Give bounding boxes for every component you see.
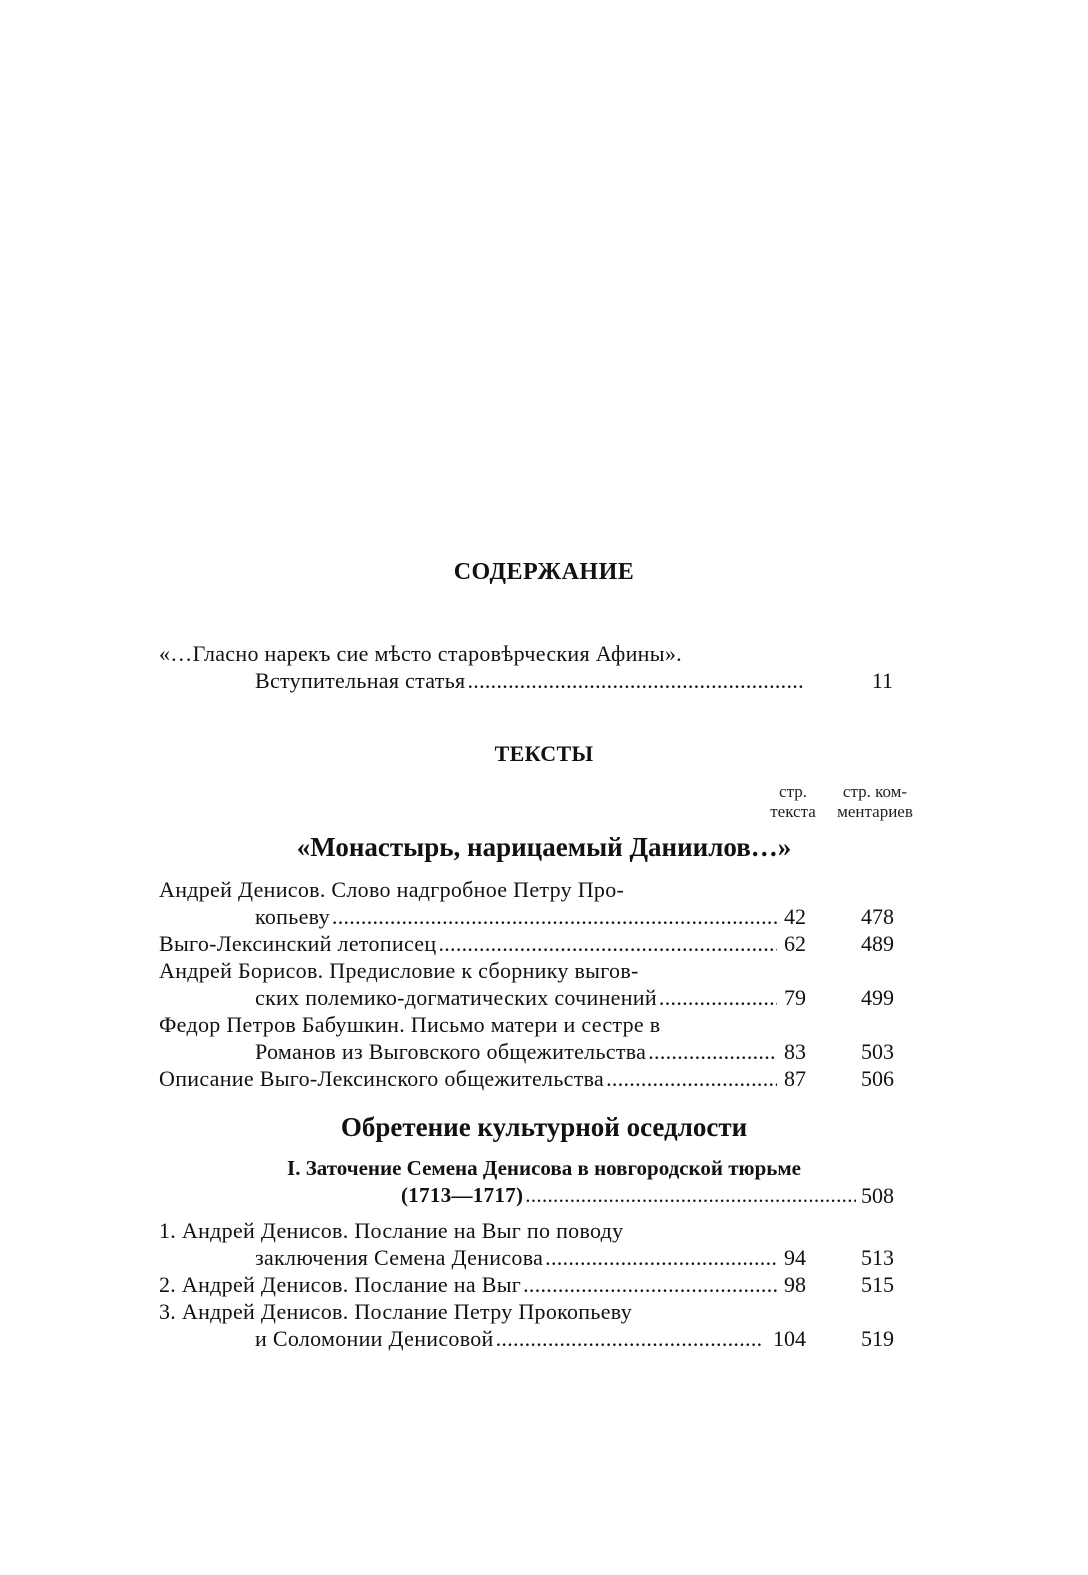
dot-leader [525,1182,856,1209]
toc-entry-line: Описание Выго-Лексинского общежительства [159,1066,605,1091]
toc-entry-line: 2. Андрей Денисов. Послание на Выг [159,1272,522,1297]
intro-line-1: «…Гласно нарекъ сие мѣсто старовѣрческия Афины». [159,641,682,666]
text-page-number: 98 [784,1272,806,1297]
column-header-comments-line2: ментариев [837,802,913,821]
comment-page-number: 508 [861,1183,894,1208]
toc-entry-line: Выго-Лексинский летописец [159,931,437,956]
comment-page-number: 503 [861,1039,894,1064]
toc-entry [255,903,777,930]
dot-leader [438,930,777,957]
column-header-comments-line1: стр. ком- [842,782,908,801]
toc-entry [255,1325,763,1352]
toc-entry [159,1065,777,1092]
intro-line-2: Вступительная статья [255,668,466,693]
text-page-number: 62 [784,931,806,956]
dot-leader [467,667,805,694]
toc-entry-line: 3. Андрей Денисов. Послание Петру Прокопьеву [159,1299,632,1324]
text-page-number: 104 [773,1326,806,1351]
text-page-number: 87 [784,1066,806,1091]
dot-leader [332,903,777,930]
comment-page-number: 478 [861,904,894,929]
toc-entry-line: Федор Петров Бабушкин. Письмо матери и сестре в [159,1012,661,1037]
toc-entry [255,984,777,1011]
column-header-text-line1: стр. [779,782,807,801]
comment-page-number: 519 [861,1326,894,1351]
part-title: «Монастырь, нарицаемый Даниилов…» [296,832,792,862]
text-page-number: 83 [784,1039,806,1064]
toc-entry-line: копьеву [255,904,330,929]
section-title: ТЕКСТЫ [494,741,594,766]
text-page-number: 42 [784,904,806,929]
dot-leader [523,1271,777,1298]
part-title: Обретение культурной оседлости [340,1112,748,1142]
dot-leader [545,1244,777,1271]
column-header-comments [825,782,925,822]
column-header-text [760,782,826,822]
toc-entry-line: 1. Андрей Денисов. Послание на Выг по поводу [159,1218,624,1243]
comment-page-number: 513 [861,1245,894,1270]
text-page-number: 94 [784,1245,806,1270]
dot-leader [496,1325,763,1352]
text-page-number: 79 [784,985,806,1010]
toc-entry [255,1244,777,1271]
column-header-text-line2: текста [770,802,816,821]
comment-page-number: 499 [861,985,894,1010]
toc-entry-line: заключения Семена Денисова [255,1245,544,1270]
toc-entry [159,1271,777,1298]
chapter-entry [401,1182,856,1209]
comment-page-number: 489 [861,931,894,956]
toc-entry-line: и Соломонии Денисовой [255,1326,494,1351]
intro-entry [255,667,805,694]
toc-entry [255,1038,777,1065]
toc-entry-line: Андрей Борисов. Предисловие к сборнику выгов- [159,958,639,983]
toc-entry-line: Романов из Выговского общежительства [255,1039,647,1064]
toc-entry-line: ских полемико-догматических сочинений [255,985,657,1010]
chapter-title-line: I. Заточение Семена Денисова в новгородской тюрьме [287,1156,801,1180]
toc-entry-line: Андрей Денисов. Слово надгробное Петру Про- [159,877,625,902]
page-title: СОДЕРЖАНИЕ [453,559,635,585]
intro-page: 11 [871,668,893,693]
toc-entry [159,930,777,957]
comment-page-number: 515 [861,1272,894,1297]
chapter-title-line: (1713—1717) [401,1183,524,1207]
comment-page-number: 506 [861,1066,894,1091]
